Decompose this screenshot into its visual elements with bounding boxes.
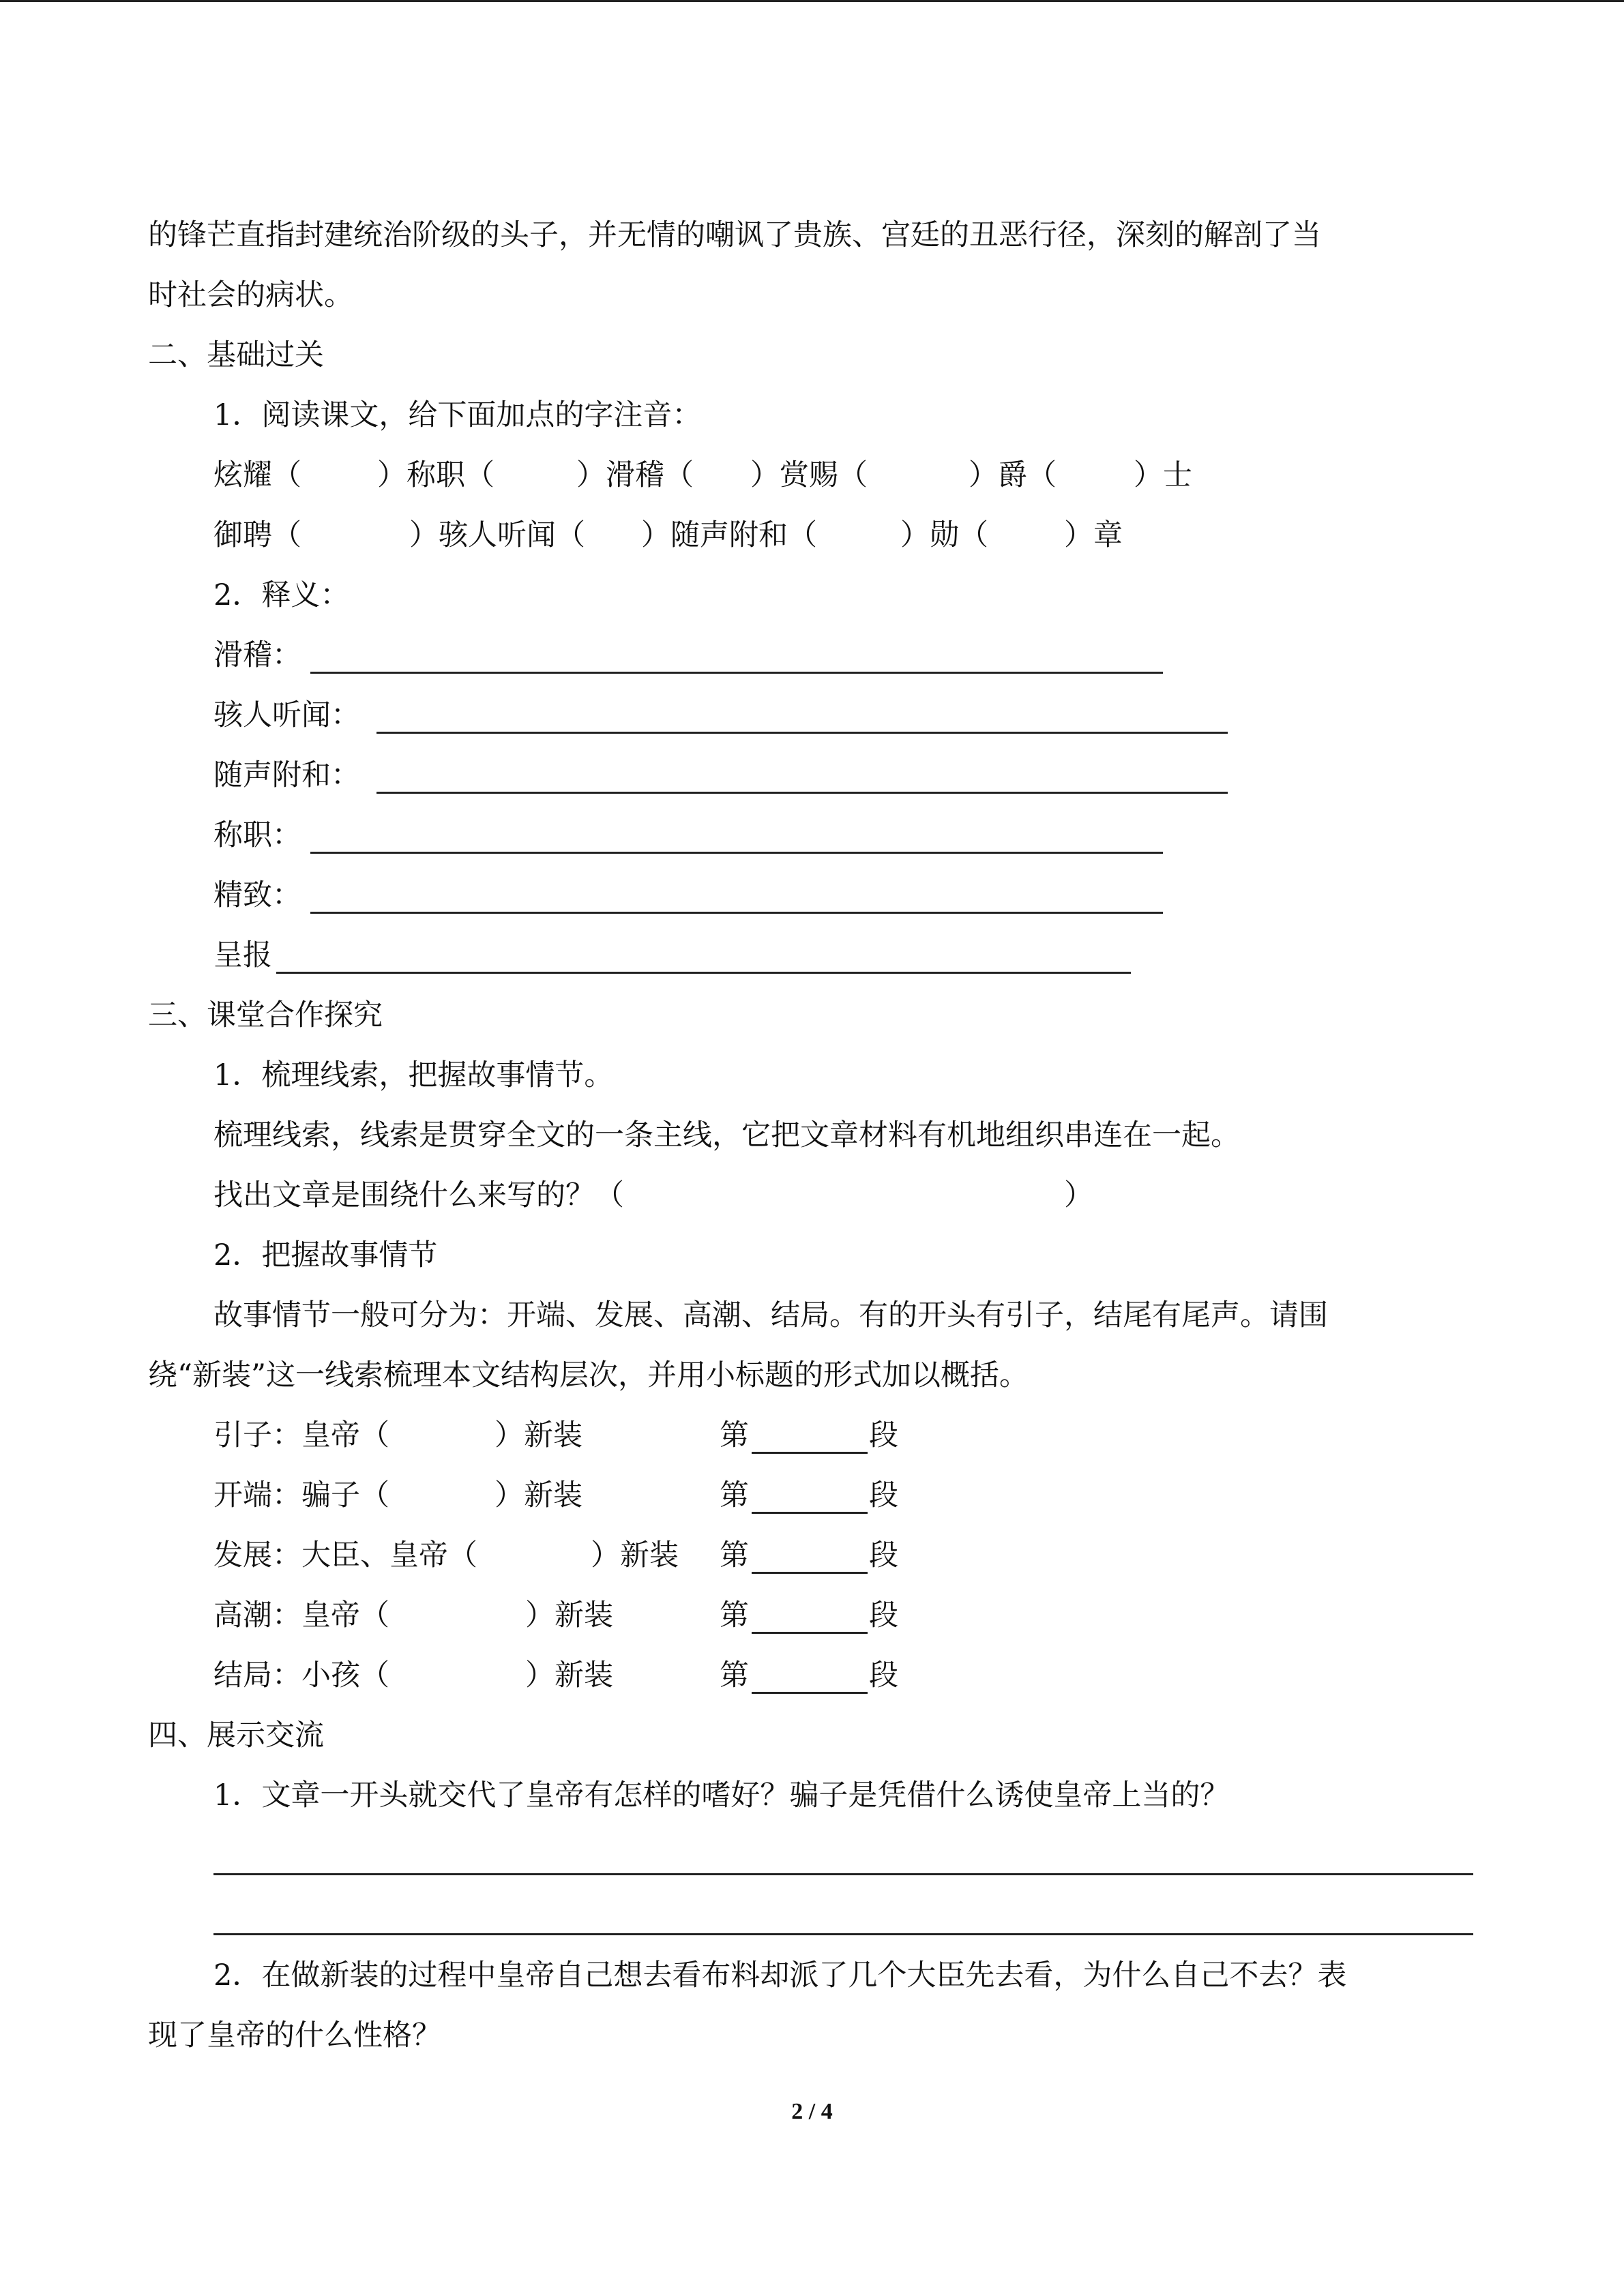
pinyin-row-1-b: ）称职（ bbox=[377, 458, 494, 492]
plot-row-1-left: 引子：皇帝（ bbox=[213, 1418, 389, 1452]
pinyin-row-1-e: ）爵（ bbox=[969, 458, 1057, 492]
pinyin-row-2-e: ）章 bbox=[1064, 518, 1123, 552]
plot-row-1-di: 第 bbox=[720, 1418, 749, 1452]
plot-row-4-right: ）新装 bbox=[525, 1598, 613, 1632]
plot-row-1-right: ）新装 bbox=[494, 1418, 582, 1452]
plot-row-2-di: 第 bbox=[720, 1478, 749, 1512]
plot-row-4-left: 高潮：皇帝（ bbox=[213, 1598, 389, 1632]
answer-line-suishengfuhe[interactable] bbox=[377, 792, 1228, 794]
answer-line-huaji[interactable] bbox=[310, 672, 1163, 674]
pinyin-row-2-b: ）骇人听闻（ bbox=[409, 518, 585, 552]
answer-line-jingzhi[interactable] bbox=[310, 912, 1163, 914]
q3-1-ask-right: ） bbox=[1064, 1178, 1093, 1212]
plot-row-1-blank[interactable] bbox=[752, 1452, 868, 1454]
plot-row-5-di: 第 bbox=[720, 1658, 749, 1693]
plot-row-4-blank[interactable] bbox=[752, 1632, 868, 1634]
q4-2-text-1: 2．在做新装的过程中皇帝自己想去看布料却派了几个大臣先去看，为什么自己不去？表 bbox=[213, 1958, 1347, 1993]
section-4-heading: 四、展示交流 bbox=[148, 1718, 324, 1753]
pinyin-row-1-a: 炫耀（ bbox=[213, 458, 301, 492]
plot-row-1-duan: 段 bbox=[869, 1418, 898, 1452]
pinyin-row-1-c: ）滑稽（ bbox=[576, 458, 694, 492]
term-hairentingwen: 骇人听闻： bbox=[213, 698, 360, 732]
q2-1-title: 1．阅读课文，给下面加点的字注音： bbox=[213, 398, 702, 432]
plot-row-3-di: 第 bbox=[720, 1538, 749, 1572]
pinyin-row-1-d: ）赏赐（ bbox=[750, 458, 868, 492]
term-huaji: 滑稽： bbox=[213, 638, 301, 672]
q3-2-text-2: 绕“新装”这一线索梳理本文结构层次，并用小标题的形式加以概括。 bbox=[148, 1358, 1029, 1392]
term-chenzhi: 称职： bbox=[213, 818, 301, 852]
term-jingzhi: 精致： bbox=[213, 878, 301, 912]
q4-1-text: 1．文章一开头就交代了皇帝有怎样的嗜好？骗子是凭借什么诱使皇帝上当的？ bbox=[213, 1778, 1230, 1813]
pinyin-row-2-d: ）勋（ bbox=[900, 518, 988, 552]
plot-row-4-duan: 段 bbox=[869, 1598, 898, 1632]
plot-row-2-blank[interactable] bbox=[752, 1512, 868, 1514]
pinyin-row-2-a: 御聘（ bbox=[213, 518, 301, 552]
plot-row-4-di: 第 bbox=[720, 1598, 749, 1632]
plot-row-5-duan: 段 bbox=[869, 1658, 898, 1693]
q3-2-text-1: 故事情节一般可分为：开端、发展、高潮、结局。有的开头有引子，结尾有尾声。请围 bbox=[213, 1298, 1328, 1332]
answer-line-chengbao[interactable] bbox=[276, 972, 1131, 974]
q3-1-ask-left: 找出文章是围绕什么来写的？（ bbox=[213, 1178, 624, 1212]
plot-row-2-left: 开端：骗子（ bbox=[213, 1478, 389, 1512]
answer-line-hairentingwen[interactable] bbox=[377, 732, 1228, 734]
q2-2-title: 2．释义： bbox=[213, 578, 350, 612]
plot-row-2-right: ）新装 bbox=[494, 1478, 582, 1512]
answer-line-chenzhi[interactable] bbox=[310, 852, 1163, 854]
plot-row-3-duan: 段 bbox=[869, 1538, 898, 1572]
q4-1-answer-line-1[interactable] bbox=[213, 1873, 1473, 1875]
plot-row-5-right: ）新装 bbox=[525, 1658, 613, 1693]
plot-row-3-left: 发展：大臣、皇帝（ bbox=[213, 1538, 477, 1572]
plot-row-3-right: ）新装 bbox=[591, 1538, 679, 1572]
intro-line-2: 时社会的病状。 bbox=[148, 278, 353, 312]
q4-2-text-2: 现了皇帝的什么性格？ bbox=[148, 2018, 441, 2053]
plot-row-5-left: 结局：小孩（ bbox=[213, 1658, 389, 1693]
q4-1-answer-line-2[interactable] bbox=[213, 1933, 1473, 1935]
q3-2-title: 2．把握故事情节 bbox=[213, 1238, 438, 1272]
q3-1-title: 1．梳理线索，把握故事情节。 bbox=[213, 1058, 614, 1092]
pinyin-row-2-c: ）随声附和（ bbox=[641, 518, 817, 552]
term-chengbao: 呈报 bbox=[213, 938, 272, 972]
q3-1-text: 梳理线索，线索是贯穿全文的一条主线，它把文章材料有机地组织串连在一起。 bbox=[213, 1118, 1240, 1152]
plot-row-5-blank[interactable] bbox=[752, 1692, 868, 1694]
page-number: 2 / 4 bbox=[791, 2099, 833, 2124]
section-2-heading: 二、基础过关 bbox=[148, 338, 324, 372]
section-3-heading: 三、课堂合作探究 bbox=[148, 998, 383, 1032]
plot-row-3-blank[interactable] bbox=[752, 1572, 868, 1574]
intro-line-1: 的锋芒直指封建统治阶级的头子，并无情的嘲讽了贵族、宫廷的丑恶行径，深刻的解剖了当 bbox=[148, 218, 1321, 252]
term-suishengfuhe: 随声附和： bbox=[213, 758, 360, 792]
pinyin-row-1-f: ）士 bbox=[1134, 458, 1192, 492]
plot-row-2-duan: 段 bbox=[869, 1478, 898, 1512]
